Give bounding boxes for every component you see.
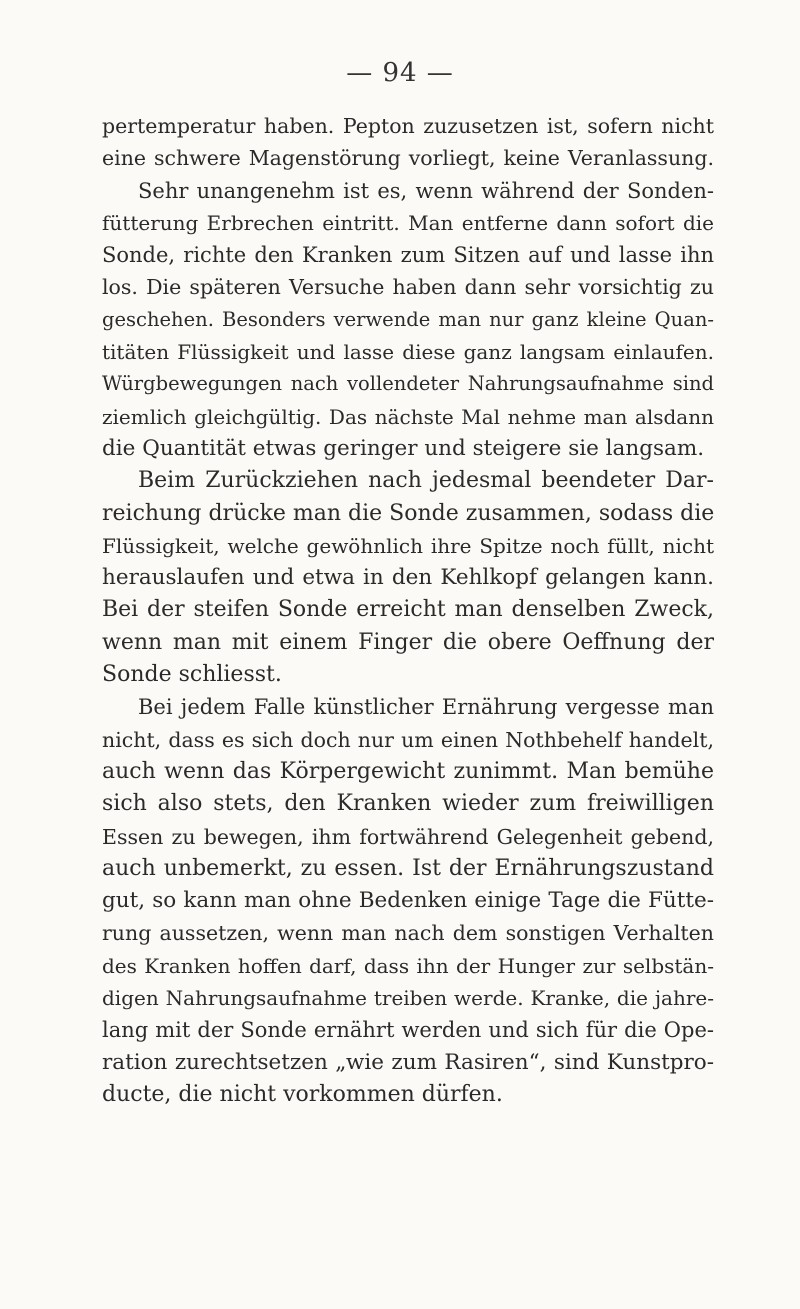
text-line: auch unbemerkt, zu essen. Ist der Ernährungszustand — [102, 855, 714, 881]
text-line: eine schwere Magenstörung vorliegt, keine Veranlassung. — [102, 146, 714, 171]
text-line: die Quantität etwas geringer und steigere sie langsam. — [102, 435, 705, 461]
text-line: ration zurechtsetzen „wie zum Rasiren“, sind Kunstpro- — [102, 1049, 714, 1075]
text-line: auch wenn das Körpergewicht zunimmt. Man bemühe — [102, 758, 714, 784]
text-line: Sonde schliesst. — [102, 662, 282, 688]
text-line: sich also stets, den Kranken wieder zum freiwilligen — [102, 791, 714, 817]
text-line: ziemlich gleichgültig. Das nächste Mal nehme man alsdann — [102, 404, 714, 429]
text-line: ducte, die nicht vorkommen dürfen. — [102, 1081, 503, 1107]
page-number: — 94 — — [346, 58, 454, 88]
text-line: Bei der steifen Sonde erreicht man denselben Zweck, — [102, 597, 714, 623]
text-line: lang mit der Sonde ernährt werden und sich für die Ope- — [102, 1018, 714, 1043]
text-line: pertemperatur haben. Pepton zuzusetzen ist, sofern nicht — [102, 114, 714, 138]
text-line: los. Die späteren Versuche haben dann sehr vorsichtig zu — [102, 275, 714, 300]
text-line: fütterung Erbrechen eintritt. Man entferne dann sofort die — [102, 210, 714, 235]
text-line: Essen zu bewegen, ihm fortwährend Gelegenheit gebend, — [102, 824, 714, 849]
text-line: Sonde, richte den Kranken zum Sitzen auf und lasse ihn — [102, 243, 714, 268]
text-line: herauslaufen und etwa in den Kehlkopf gelangen kann. — [102, 565, 714, 591]
text-line: Bei jedem Falle künstlicher Ernährung vergesse man — [138, 695, 714, 720]
text-line: titäten Flüssigkeit und lasse diese ganz langsam einlaufen. — [102, 340, 714, 365]
text-line: Beim Zurückziehen nach jedesmal beendeter Dar- — [138, 468, 714, 494]
body-text — [102, 110, 714, 1111]
text-line: rung aussetzen, wenn man nach dem sonstigen Verhalten — [102, 921, 714, 946]
text-line: geschehen. Besonders verwende man nur ganz kleine Quan- — [102, 307, 714, 331]
text-line: wenn man mit einem Finger die obere Oeffnung der — [102, 629, 714, 655]
text-line: gut, so kann man ohne Bedenken einige Tage die Fütte- — [102, 888, 714, 914]
text-line: reichung drücke man die Sonde zusammen, sodass die — [102, 500, 714, 526]
text-line: digen Nahrungsaufnahme treiben werde. Kranke, die jahre- — [102, 986, 714, 1011]
text-line: Sehr unangenehm ist es, wenn während der Sonden- — [138, 178, 714, 203]
text-line: Würgbewegungen nach vollendeter Nahrungsaufnahme sind — [102, 372, 714, 396]
text-line: nicht, dass es sich doch nur um einen Nothbehelf handelt, — [102, 727, 714, 752]
text-line: Flüssigkeit, welche gewöhnlich ihre Spitze noch füllt, nicht — [102, 533, 714, 558]
text-line: des Kranken hoffen darf, dass ihn der Hunger zur selbstän- — [102, 953, 714, 978]
